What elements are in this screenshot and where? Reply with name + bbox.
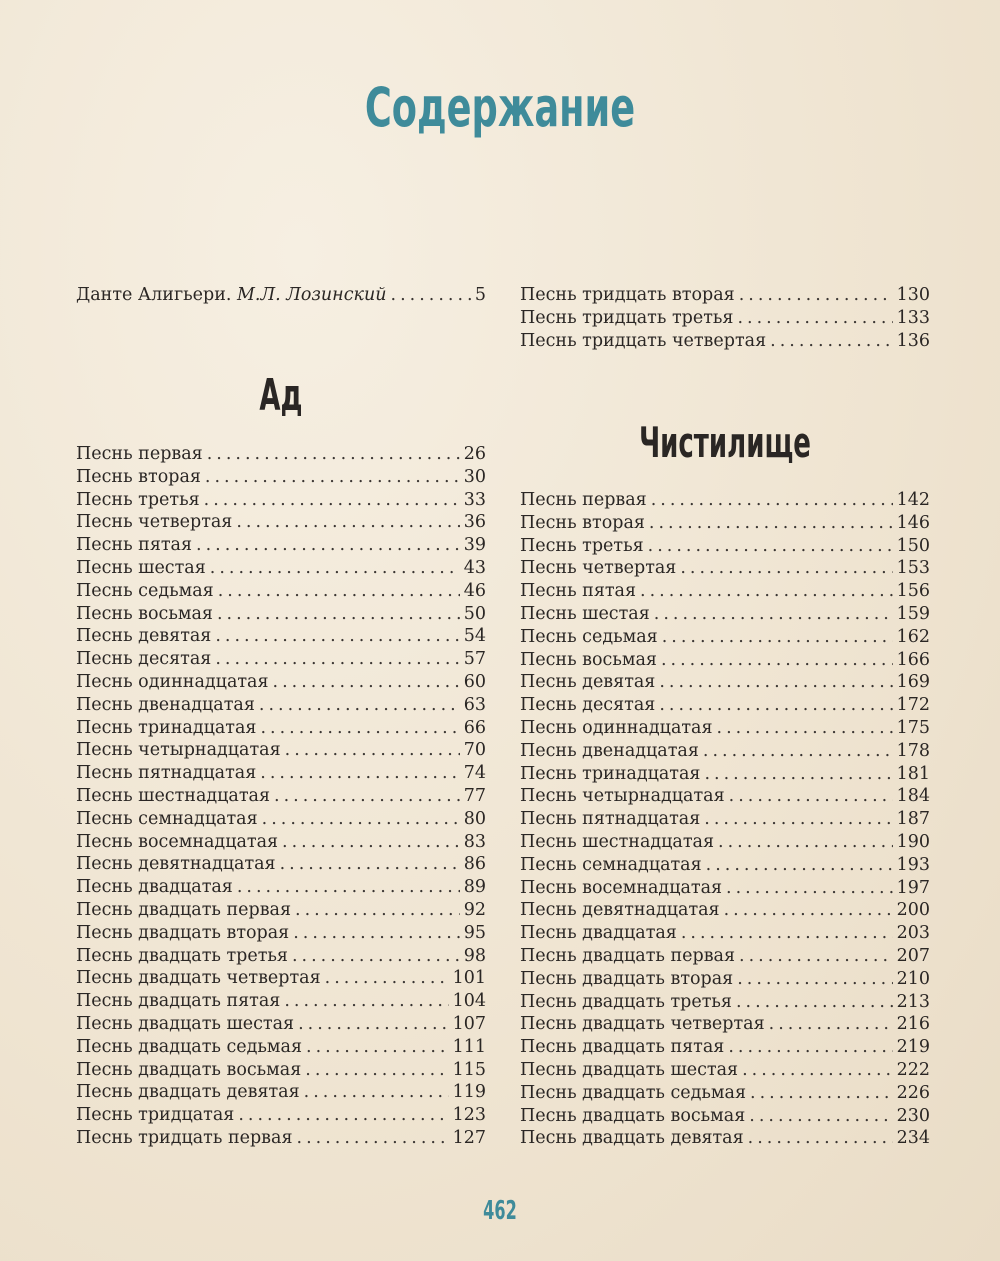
toc-entry-page: 159	[896, 603, 930, 624]
toc-entry-label: Песнь вторая	[520, 512, 645, 533]
dot-leader	[325, 967, 449, 990]
toc-entry-page: 77	[463, 785, 486, 806]
toc-entry[interactable]	[520, 649, 930, 672]
toc-entry[interactable]	[76, 511, 486, 534]
toc-entry-page: 92	[463, 899, 486, 920]
toc-entry-page: 226	[896, 1082, 930, 1103]
toc-entry-page: 136	[896, 330, 930, 351]
dot-leader	[750, 1082, 893, 1105]
toc-entry[interactable]	[520, 512, 930, 535]
dot-leader	[726, 877, 893, 900]
toc-entry-label: Песнь девятнадцатая	[76, 854, 276, 875]
dot-leader	[706, 854, 893, 877]
toc-entry-page: 142	[896, 490, 930, 510]
toc-entry-page: 86	[463, 854, 486, 875]
toc-entry[interactable]	[76, 603, 486, 626]
toc-entry-page: 133	[896, 307, 930, 328]
dot-leader	[648, 535, 893, 558]
toc-entry-page: 200	[896, 900, 930, 921]
dot-leader	[662, 626, 893, 649]
toc-entry[interactable]	[520, 1082, 930, 1105]
dot-leader	[739, 945, 893, 968]
toc-entry-label: Песнь двадцать седьмая	[76, 1036, 303, 1057]
toc-entry[interactable]	[76, 694, 486, 717]
toc-entry[interactable]	[520, 740, 930, 763]
dot-leader	[210, 557, 460, 580]
dot-leader	[661, 649, 893, 672]
toc-entry-label: Песнь тринадцатая	[520, 763, 701, 784]
toc-entry-page: 175	[896, 717, 930, 738]
toc-entry[interactable]	[76, 967, 486, 990]
dot-leader	[770, 330, 892, 353]
toc-entry-label: Песнь восьмая	[520, 649, 657, 670]
toc-entry-page: 210	[896, 968, 930, 989]
article-author: М.Л. Лозинский	[237, 285, 387, 305]
dot-leader	[259, 694, 460, 717]
dot-leader	[218, 580, 460, 603]
dot-leader	[260, 717, 459, 740]
toc-entry-label: Песнь шестая	[520, 603, 650, 624]
toc-entry[interactable]	[76, 831, 486, 854]
toc-entry-page: 219	[896, 1037, 930, 1058]
toc-entry[interactable]	[520, 1013, 930, 1036]
dot-leader	[718, 831, 893, 854]
toc-entry-label: Песнь двадцать первая	[520, 945, 736, 966]
toc-entry[interactable]	[76, 443, 486, 466]
dot-leader	[737, 968, 892, 991]
toc-entry-page: 156	[896, 581, 930, 602]
toc-entry-page: 54	[463, 626, 486, 647]
toc-entry-label: Песнь семнадцатая	[520, 854, 702, 875]
toc-entry[interactable]	[520, 763, 930, 786]
toc-entry-label: Песнь пятнадцатая	[76, 763, 257, 784]
toc-entry[interactable]	[520, 968, 930, 991]
toc-entry-label: Песнь двадцать пятая	[76, 991, 281, 1012]
toc-entry-page: 172	[896, 695, 930, 716]
toc-entry-label: Песнь восемнадцатая	[520, 877, 723, 898]
dot-leader	[205, 466, 460, 489]
toc-entry-label	[76, 284, 387, 307]
toc-entry-label: Песнь двадцать четвертая	[520, 1014, 765, 1035]
toc-entry-page: 74	[463, 763, 486, 784]
toc-entry-label: Песнь тридцать четвертая	[520, 330, 767, 351]
toc-entry[interactable]	[520, 284, 930, 307]
toc-entry[interactable]	[76, 1013, 486, 1036]
toc-entry-label: Песнь девятнадцатая	[520, 900, 720, 921]
toc-entry[interactable]	[520, 626, 930, 649]
dot-leader	[704, 808, 892, 831]
toc-entry-label: Песнь третья	[76, 489, 200, 510]
dot-leader	[681, 922, 893, 945]
dot-leader	[391, 284, 471, 307]
toc-entry-page: 197	[896, 877, 930, 898]
toc-entry-page: 187	[896, 809, 930, 830]
dot-leader	[295, 899, 460, 922]
toc-entry-page: 169	[896, 672, 930, 693]
toc-entry[interactable]	[76, 1059, 486, 1082]
dot-leader	[704, 763, 892, 786]
toc-list-ad-continued	[520, 284, 930, 352]
dot-leader	[729, 785, 893, 808]
dot-leader	[204, 489, 460, 512]
toc-entry-page: 43	[463, 557, 486, 578]
toc-entry-label: Песнь десятая	[76, 649, 212, 670]
toc-intro	[76, 284, 486, 307]
toc-entry-page: 127	[452, 1127, 486, 1148]
toc-entry-page: 50	[463, 603, 486, 624]
toc-entry[interactable]	[76, 1081, 486, 1104]
dot-leader	[297, 1127, 449, 1150]
toc-entry[interactable]	[520, 671, 930, 694]
toc-entry-page: 193	[896, 854, 930, 875]
toc-entry[interactable]	[76, 1036, 486, 1059]
toc-entry[interactable]	[520, 1127, 930, 1150]
toc-entry-label: Песнь двадцать шестая	[76, 1013, 295, 1034]
dot-leader	[207, 443, 460, 466]
toc-entry-page: 46	[463, 580, 486, 601]
dot-leader	[304, 1081, 449, 1104]
toc-entry-label: Песнь пятая	[520, 581, 637, 602]
toc-entry[interactable]	[520, 603, 930, 626]
toc-entry-label: Песнь шестая	[76, 557, 206, 578]
toc-entry-page: 181	[896, 763, 930, 784]
toc-entry-label: Песнь тридцать третья	[520, 307, 734, 328]
toc-entry[interactable]	[76, 1104, 486, 1127]
toc-entry-page: 153	[896, 558, 930, 579]
toc-entry-label: Песнь двадцать первая	[76, 899, 292, 920]
dot-leader	[742, 1059, 893, 1082]
dot-leader	[649, 512, 893, 535]
toc-entry-label: Песнь двадцать третья	[76, 945, 288, 966]
toc-entry[interactable]	[520, 307, 930, 330]
toc-entry[interactable]	[520, 535, 930, 558]
toc-entry[interactable]	[76, 466, 486, 489]
toc-entry-label: Песнь двадцать вторая	[76, 922, 290, 943]
toc-entry[interactable]	[76, 739, 486, 762]
toc-entry[interactable]	[76, 808, 486, 831]
toc-entry-page: 234	[896, 1128, 930, 1149]
toc-entry-label: Песнь двадцать вторая	[520, 968, 734, 989]
toc-entry-page: 5	[474, 285, 486, 305]
author-name: Данте Алигьери.	[76, 285, 238, 305]
toc-entry-page: 33	[463, 489, 486, 510]
toc-entry-label: Песнь тринадцатая	[76, 717, 257, 738]
toc-entry-label: Песнь четырнадцатая	[520, 786, 725, 807]
toc-list-chistilishche	[520, 489, 930, 1150]
toc-entry-label: Песнь семнадцатая	[76, 808, 258, 829]
toc-entry-label: Песнь одиннадцатая	[520, 717, 713, 738]
toc-entry-page: 130	[896, 285, 930, 305]
toc-entry-page: 115	[452, 1059, 486, 1080]
toc-entry-page: 111	[452, 1036, 486, 1057]
dot-leader	[680, 557, 892, 580]
toc-entry-page: 83	[463, 831, 486, 852]
toc-entry-label: Песнь девятая	[520, 672, 656, 693]
toc-entry[interactable]	[76, 1127, 486, 1150]
toc-entry-label: Песнь четвертая	[76, 512, 233, 533]
dot-leader	[739, 284, 893, 307]
dot-leader	[659, 671, 892, 694]
toc-entry[interactable]	[520, 877, 930, 900]
toc-entry-page: 89	[463, 877, 486, 898]
dot-leader	[640, 580, 893, 603]
dot-leader	[236, 511, 459, 534]
toc-entry-page: 216	[896, 1014, 930, 1035]
toc-entry[interactable]	[76, 785, 486, 808]
toc-entry[interactable]	[520, 831, 930, 854]
toc-entry[interactable]	[76, 557, 486, 580]
toc-entry[interactable]	[520, 557, 930, 580]
toc-entry[interactable]	[520, 922, 930, 945]
toc-entry[interactable]	[76, 945, 486, 968]
toc-entry-page: 203	[896, 923, 930, 944]
toc-entry-page: 98	[463, 945, 486, 966]
toc-entry-page: 213	[896, 991, 930, 1012]
toc-entry-label: Песнь тридцатая	[76, 1105, 235, 1126]
toc-entry-page: 107	[452, 1013, 486, 1034]
toc-entry[interactable]	[76, 762, 486, 785]
dot-leader	[728, 1036, 892, 1059]
dot-leader	[274, 785, 460, 808]
toc-entry-label: Песнь тридцать первая	[76, 1127, 293, 1148]
toc-entry-label: Песнь четвертая	[520, 558, 677, 579]
dot-leader	[217, 603, 460, 626]
dot-leader	[284, 990, 448, 1013]
toc-entry-page: 166	[896, 649, 930, 670]
toc-entry-label: Песнь двадцатая	[520, 923, 677, 944]
dot-leader	[748, 1127, 893, 1150]
dot-leader	[703, 740, 893, 763]
dot-leader	[280, 853, 460, 876]
toc-entry-label: Песнь пятая	[76, 535, 193, 556]
dot-leader	[273, 671, 460, 694]
page-title: Содержание	[364, 76, 636, 139]
dot-leader	[215, 625, 459, 648]
toc-entry[interactable]	[520, 899, 930, 922]
toc-entry-label: Песнь четырнадцатая	[76, 740, 281, 761]
toc-entry-page: 80	[463, 808, 486, 829]
toc-entry-label: Песнь двадцать пятая	[520, 1037, 725, 1058]
dot-leader	[196, 534, 460, 557]
toc-entry-page: 150	[896, 535, 930, 556]
toc-entry-label: Песнь двадцать девятая	[76, 1082, 300, 1103]
toc-entry-label: Песнь седьмая	[520, 626, 658, 647]
dot-leader	[293, 922, 460, 945]
toc-entry[interactable]	[76, 534, 486, 557]
toc-entry-page: 57	[463, 649, 486, 670]
toc-entry-page: 95	[463, 922, 486, 943]
toc-entry[interactable]	[76, 853, 486, 876]
toc-entry[interactable]	[520, 945, 930, 968]
toc-entry-page: 70	[463, 740, 486, 761]
toc-entry[interactable]	[76, 671, 486, 694]
toc-entry[interactable]	[520, 330, 930, 353]
toc-entry-label: Песнь восемнадцатая	[76, 831, 279, 852]
toc-entry-label: Песнь девятая	[76, 626, 212, 647]
dot-leader	[282, 831, 460, 854]
dot-leader	[654, 603, 893, 626]
toc-entry[interactable]	[76, 990, 486, 1013]
dot-leader	[724, 899, 893, 922]
toc-entry-page: 104	[452, 991, 486, 1012]
section-heading-chistilishche: Чистилище	[639, 418, 811, 467]
dot-leader	[215, 648, 459, 671]
page-number: 462	[483, 1196, 517, 1226]
toc-entry[interactable]	[520, 1105, 930, 1128]
toc-entry-page: 146	[896, 512, 930, 533]
dot-leader	[717, 717, 893, 740]
toc-entry[interactable]	[76, 922, 486, 945]
toc-entry-page: 162	[896, 626, 930, 647]
toc-entry-label: Песнь тридцать вторая	[520, 285, 735, 305]
toc-entry-intro[interactable]	[76, 284, 486, 307]
toc-entry[interactable]	[76, 648, 486, 671]
toc-entry-page: 123	[452, 1105, 486, 1126]
toc-entry[interactable]	[520, 1036, 930, 1059]
toc-entry-label: Песнь первая	[520, 490, 647, 510]
toc-entry-label: Песнь третья	[520, 535, 644, 556]
toc-entry-label: Песнь двадцать шестая	[520, 1059, 739, 1080]
toc-entry-label: Песнь двадцать седьмая	[520, 1082, 747, 1103]
dot-leader	[285, 739, 460, 762]
toc-entry[interactable]	[520, 717, 930, 740]
toc-entry-label: Песнь двадцать восьмая	[520, 1105, 746, 1126]
toc-entry-page: 207	[896, 945, 930, 966]
toc-list-ad	[76, 443, 486, 1150]
toc-entry[interactable]	[76, 899, 486, 922]
toc-entry-page: 26	[463, 444, 486, 464]
toc-entry[interactable]	[76, 717, 486, 740]
toc-entry-label: Песнь шестнадцатая	[76, 785, 270, 806]
toc-entry-label: Песнь шестнадцатая	[520, 831, 714, 852]
toc-entry-label: Песнь двадцатая	[76, 877, 233, 898]
toc-entry[interactable]	[520, 694, 930, 717]
toc-entry-label: Песнь двадцать четвертая	[76, 968, 321, 989]
toc-entry[interactable]	[520, 580, 930, 603]
toc-entry-page: 66	[463, 717, 486, 738]
toc-entry-label: Песнь вторая	[76, 466, 201, 487]
dot-leader	[749, 1105, 892, 1128]
toc-entry-page: 36	[463, 512, 486, 533]
toc-entry-page: 39	[463, 535, 486, 556]
toc-entry-label: Песнь двадцать третья	[520, 991, 732, 1012]
toc-entry[interactable]	[520, 489, 930, 512]
dot-leader	[292, 945, 460, 968]
toc-entry-label: Песнь восьмая	[76, 603, 213, 624]
toc-entry-page: 101	[452, 968, 486, 989]
dot-leader	[237, 876, 460, 899]
section-heading-ad: Ад	[259, 370, 303, 421]
toc-entry[interactable]	[520, 991, 930, 1014]
toc-entry[interactable]	[76, 489, 486, 512]
dot-leader	[736, 991, 893, 1014]
toc-entry[interactable]	[76, 876, 486, 899]
toc-entry-page: 222	[896, 1059, 930, 1080]
toc-entry[interactable]	[520, 854, 930, 877]
dot-leader	[262, 808, 460, 831]
toc-entry-label: Песнь пятнадцатая	[520, 809, 701, 830]
dot-leader	[298, 1013, 449, 1036]
toc-entry-label: Песнь двенадцатая	[520, 740, 699, 761]
toc-entry[interactable]	[520, 1059, 930, 1082]
toc-entry[interactable]	[76, 580, 486, 603]
toc-entry[interactable]	[76, 625, 486, 648]
toc-entry-page: 63	[463, 694, 486, 715]
dot-leader	[238, 1104, 448, 1127]
toc-entry[interactable]	[520, 785, 930, 808]
toc-entry-label: Песнь двадцать восьмая	[76, 1059, 302, 1080]
toc-entry-page: 30	[463, 466, 486, 487]
dot-leader	[769, 1013, 893, 1036]
toc-entry-label: Песнь двадцать девятая	[520, 1128, 744, 1149]
dot-leader	[305, 1059, 448, 1082]
toc-entry-page: 230	[896, 1105, 930, 1126]
toc-entry-page: 184	[896, 786, 930, 807]
dot-leader	[306, 1036, 449, 1059]
dot-leader	[651, 489, 893, 512]
toc-entry-label: Песнь седьмая	[76, 580, 214, 601]
toc-entry[interactable]	[520, 808, 930, 831]
dot-leader	[260, 762, 459, 785]
toc-entry-page: 178	[896, 740, 930, 761]
toc-entry-label: Песнь десятая	[520, 695, 656, 716]
dot-leader	[737, 307, 892, 330]
dot-leader	[659, 694, 892, 717]
toc-entry-page: 190	[896, 831, 930, 852]
toc-entry-page: 60	[463, 671, 486, 692]
toc-entry-label: Песнь первая	[76, 444, 203, 464]
toc-entry-page: 119	[452, 1082, 486, 1103]
toc-entry-label: Песнь одиннадцатая	[76, 671, 269, 692]
toc-entry-label: Песнь двенадцатая	[76, 694, 255, 715]
